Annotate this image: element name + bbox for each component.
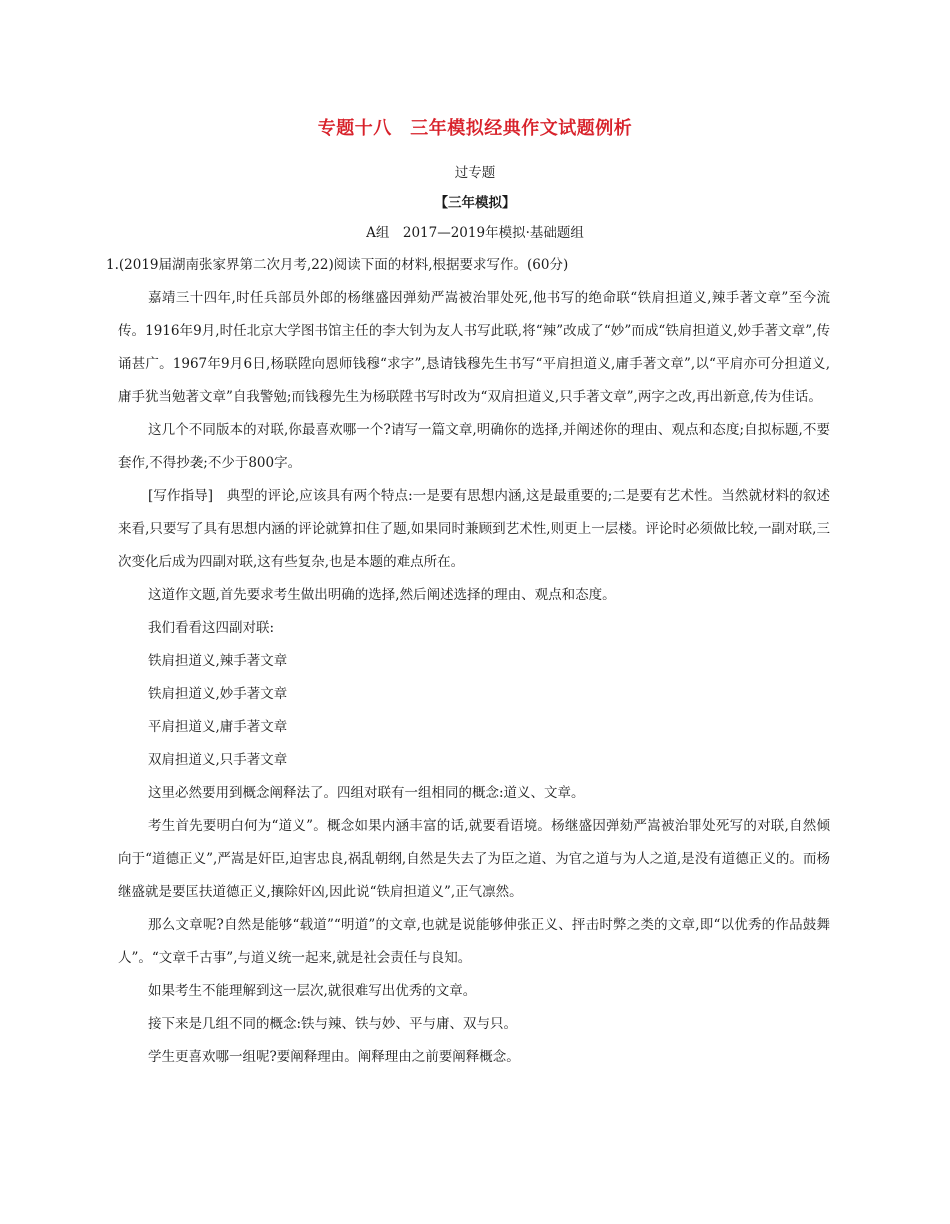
body-paragraph: 这里必然要用到概念阐释法了。四组对联有一组相同的概念:道义、文章。 (148, 785, 585, 801)
document-body (106, 249, 830, 1074)
couplet-line: 铁肩担道义,妙手著文章 (148, 686, 288, 702)
couplet-line: 双肩担道义,只手著文章 (148, 752, 288, 768)
material-paragraph: 嘉靖三十四年,时任兵部员外郎的杨继盛因弹劾严嵩被治罪处死,他书写的绝命联“铁肩担道义,辣手著文章”至今流传。1916年9月,时任北京大学图书馆主任的李大钊为友人书写此联,将“辣”改成了“妙”而成“铁肩担道义,妙手著文章”,传诵甚广。1967年9月6日,杨联陞向恩师钱穆“求字”,恳请钱穆先生书写“平肩担道义,庸手著文章”,以“平肩亦可分担道义,庸手犹当勉著文章”自我警勉;而钱穆先生为杨联陞书写时改为“双肩担道义,只手著文章”,两字之改,再出新意,传为佳话。 (118, 290, 830, 405)
body-paragraph: 考生首先要明白何为“道义”。概念如果内涵丰富的话,就要看语境。杨继盛因弹劾严嵩被治罪处死写的对联,自然倾向于“道德正义”,严嵩是奸臣,迫害忠良,祸乱朝纲,自然是失去了为臣之道、为官之道与为人之道,是没有道德正义的。而杨继盛就是要匡扶道德正义,攘除奸凶,因此说“铁肩担道义”,正气凛然。 (118, 818, 830, 900)
page-title: 专题十八 三年模拟经典作文试题例析 (317, 118, 633, 139)
body-paragraph: 学生更喜欢哪一组呢?要阐释理由。阐释理由之前要阐释概念。 (148, 1049, 520, 1065)
body-paragraph: 我们看看这四副对联: (148, 620, 275, 636)
body-paragraph: 那么文章呢?自然是能够“载道”“明道”的文章,也就是说能够伸张正义、抨击时弊之类的文章,即“以优秀的作品鼓舞人”。“文章千古事”,与道义统一起来,就是社会责任与良知。 (118, 917, 830, 966)
group-label: A组 2017—2019年模拟·基础题组 (366, 225, 584, 241)
section-label: 【三年模拟】 (434, 195, 516, 211)
question-prompt: 1.(2019届湖南张家界第二次月考,22)阅读下面的材料,根据要求写作。(60分) (106, 257, 569, 273)
subtitle: 过专题 (454, 165, 496, 181)
body-paragraph: 这道作文题,首先要求考生做出明确的选择,然后阐述选择的理由、观点和态度。 (148, 587, 616, 603)
requirement-paragraph: 这几个不同版本的对联,你最喜欢哪一个?请写一篇文章,明确你的选择,并阐述你的理由、观点和态度;自拟标题,不要套作,不得抄袭;不少于800字。 (118, 422, 830, 471)
body-paragraph: 如果考生不能理解到这一层次,就很难写出优秀的文章。 (148, 983, 477, 999)
body-paragraph: 接下来是几组不同的概念:铁与辣、铁与妙、平与庸、双与只。 (148, 1016, 518, 1032)
writing-guide-paragraph: [写作指导] 典型的评论,应该具有两个特点:一是要有思想内涵,这是最重要的;二是要有艺术性。当然就材料的叙述来看,只要写了具有思想内涵的评论就算扣住了题,如果同时兼顾到艺术性,则更上一层楼。评论时必须做比较,一副对联,三次变化后成为四副对联,这有些复杂,也是本题的难点所在。 (118, 488, 830, 570)
couplet-line: 平肩担道义,庸手著文章 (148, 719, 288, 735)
couplet-line: 铁肩担道义,辣手著文章 (148, 653, 288, 669)
